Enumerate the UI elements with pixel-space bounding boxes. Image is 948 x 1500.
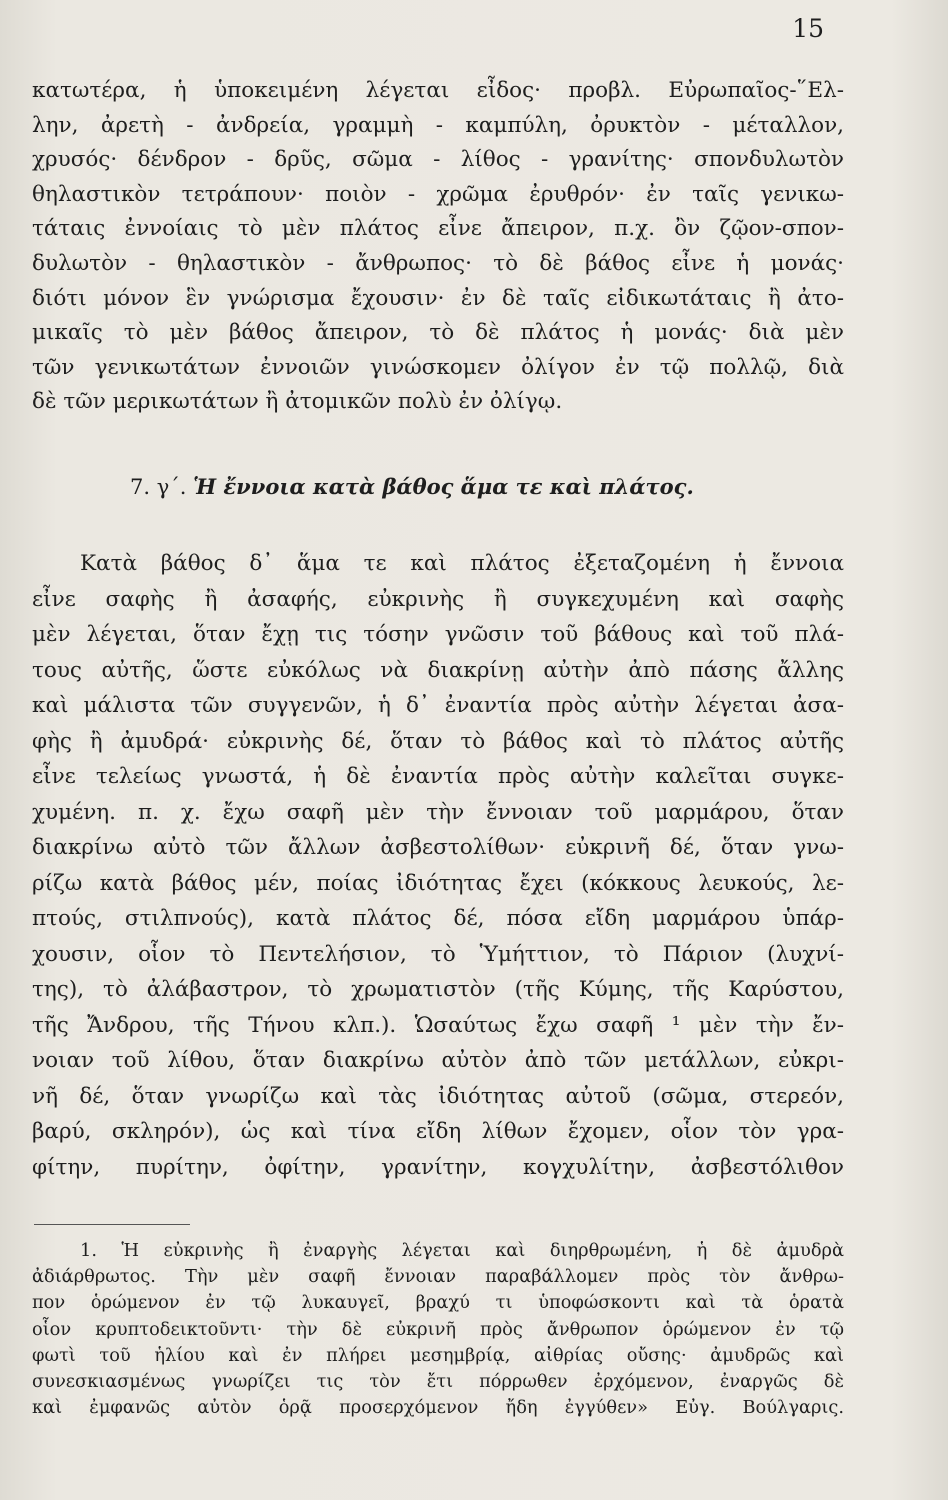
paragraph-2 [32, 546, 844, 1185]
text-line: χουσιν, οἷον τὸ Πεντελήσιον, τὸ Ὑμήττιον, τὸ Πάριον (λυχνί- [32, 941, 844, 967]
footnote-line: ἀδιάρθρωτος. Τὴν μὲν σαφῆ ἔννοιαν παραβάλλομεν πρὸς τὸν ἄνθρω- [32, 1266, 844, 1288]
page-number: 15 [792, 14, 824, 43]
paragraph-1 [32, 74, 844, 420]
text-line: λην, ἀρετὴ - ἀνδρεία, γραμμὴ - καμπύλη, ὀρυκτὸν - μέταλλον, [32, 112, 844, 138]
text-line: χρυσός· δένδρον - δρῦς, σῶμα - λίθος - γρανίτης· σπονδυλωτὸν [32, 147, 844, 173]
text-line: εἶνε τελείως γνωστά, ἡ δὲ ἐναντία πρὸς αὐτὴν καλεῖται συγκε- [32, 764, 844, 789]
footnote [32, 1238, 844, 1421]
text-line: Κατὰ βάθος δ᾽ ἅμα τε καὶ πλάτος ἐξεταζομένη ἡ ἔννοια [80, 551, 844, 576]
text-line: φὴς ἢ ἀμυδρά· εὐκρινὴς δέ, ὅταν τὸ βάθος καὶ τὸ πλάτος αὐτῆς [32, 728, 844, 754]
text-line: δυλωτὸν - θηλαστικὸν - ἄνθρωπος· τὸ δὲ βάθος εἶνε ἡ μονάς· [32, 250, 844, 276]
text-line: θηλαστικὸν τετράπουν· ποιὸν - χρῶμα ἐρυθρόν· ἐν ταῖς γενικω- [32, 181, 844, 207]
text-line: τῶν γενικωτάτων ἐννοιῶν γινώσκομεν ὀλίγον ἐν τῷ πολλῷ, διὰ [32, 354, 844, 380]
text-line: ρίζω κατὰ βάθος μέν, ποίας ἰδιότητας ἔχει (κόκκους λευκούς, λε- [32, 870, 844, 896]
footnote-line: 1. Ἡ εὐκρινὴς ἢ ἐναργὴς λέγεται καὶ διηρθρωμένη, ἡ δὲ ἀμυδρὰ [80, 1240, 844, 1261]
text-line: χυμένη. π. χ. ἔχω σαφῆ μὲν τὴν ἔννοιαν τοῦ μαρμάρου, ὅταν [32, 799, 844, 825]
section-title: Ἡ ἔννοια κατὰ βάθος ἅμα τε καὶ πλάτος. [193, 474, 694, 499]
text-line: τους αὐτῆς, ὥστε εὐκόλως νὰ διακρίνῃ αὐτὴν ἀπὸ πάσης ἄλλης [32, 657, 844, 683]
text-line: κατωτέρα, ἡ ὑποκειμένη λέγεται εἶδος· προβλ. Εὐρωπαῖος-῞Ελ- [32, 78, 844, 103]
text-line: εἶνε σαφὴς ἢ ἀσαφής, εὐκρινὴς ἢ συγκεχυμένη καὶ σαφὴς [32, 586, 844, 612]
section-number: 7. γ΄. [130, 475, 187, 499]
text-line: βαρύ, σκληρόν), ὡς καὶ τίνα εἴδη λίθων ἔχομεν, οἷον τὸν γρα- [32, 1119, 844, 1144]
text-line: της), τὸ ἀλάβαστρον, τὸ χρωματιστὸν (τῆς Κύμης, τῆς Καρύστου, [32, 977, 844, 1002]
footnote-line: πον ὁρώμενον ἐν τῷ λυκαυγεῖ, βραχύ τι ὑποφώσκοντι καὶ τὰ ὁρατὰ [32, 1292, 844, 1314]
text-line: νῆ δέ, ὅταν γνωρίζω καὶ τὰς ἰδιότητας αὐτοῦ (σῶμα, στερεόν, [32, 1083, 844, 1109]
section-heading [130, 474, 830, 499]
text-line: πτούς, στιλπνούς), κατὰ πλάτος δέ, πόσα εἴδη μαρμάρου ὑπάρ- [32, 906, 844, 931]
footnote-line: οἷον κρυπτοδεικτοῦντι· τὴν δὲ εὐκρινῆ πρὸς ἄνθρωπον ὁρώμενον ἐν τῷ [32, 1318, 844, 1340]
text-line: μικαῖς τὸ μὲν βάθος ἄπειρον, τὸ δὲ πλάτος ἡ μονάς· διὰ μὲν [32, 320, 844, 346]
footnote-line: φωτὶ τοῦ ἡλίου καὶ ἐν πλήρει μεσημβρίᾳ, αἰθρίας οὔσης· ἀμυδρῶς καὶ [32, 1344, 844, 1366]
footnote-divider [34, 1224, 190, 1225]
text-line: τάταις ἐννοίαις τὸ μὲν πλάτος εἶνε ἄπειρον, π.χ. ὂν ζῷον-σπον- [32, 216, 844, 242]
text-line: φίτην, πυρίτην, ὀφίτην, γρανίτην, κογχυλίτην, ἀσβεστόλιθον [32, 1154, 844, 1180]
text-line: νοιαν τοῦ λίθου, ὅταν διακρίνω αὐτὸν ἀπὸ τῶν μετάλλων, εὐκρι- [32, 1048, 844, 1073]
footnote-line: καὶ ἐμφανῶς αὐτὸν ὁρᾷ προσερχόμενον ἤδη ἐγγύθεν» Εὐγ. Βούλγαρις. [32, 1397, 844, 1419]
text-line: μὲν λέγεται, ὅταν ἔχῃ τις τόσην γνῶσιν τοῦ βάθους καὶ τοῦ πλά- [32, 622, 844, 647]
text-line: διότι μόνον ἓν γνώρισμα ἔχουσιν· ἐν δὲ ταῖς εἰδικωτάταις ἢ ἀτο- [32, 285, 844, 311]
text-line: τῆς Ἄνδρου, τῆς Τήνου κλπ.). Ὡσαύτως ἔχω σαφῆ ¹ μὲν τὴν ἔν- [32, 1012, 844, 1038]
text-line: διακρίνω αὐτὸ τῶν ἄλλων ἀσβεστολίθων· εὐκρινῆ δέ, ὅταν γνω- [32, 835, 844, 860]
text-line: δὲ τῶν μερικωτάτων ἢ ἀτομικῶν πολὺ ἐν ὀλίγῳ. [32, 389, 563, 415]
text-line: καὶ μάλιστα τῶν συγγενῶν, ἡ δ᾽ ἐναντία πρὸς αὐτὴν λέγεται ἀσα- [32, 693, 844, 718]
footnote-line: συνεσκιασμένως γνωρίζει τις τὸν ἔτι πόρρωθεν ἐρχόμενον, ἐναργῶς δὲ [32, 1370, 844, 1392]
